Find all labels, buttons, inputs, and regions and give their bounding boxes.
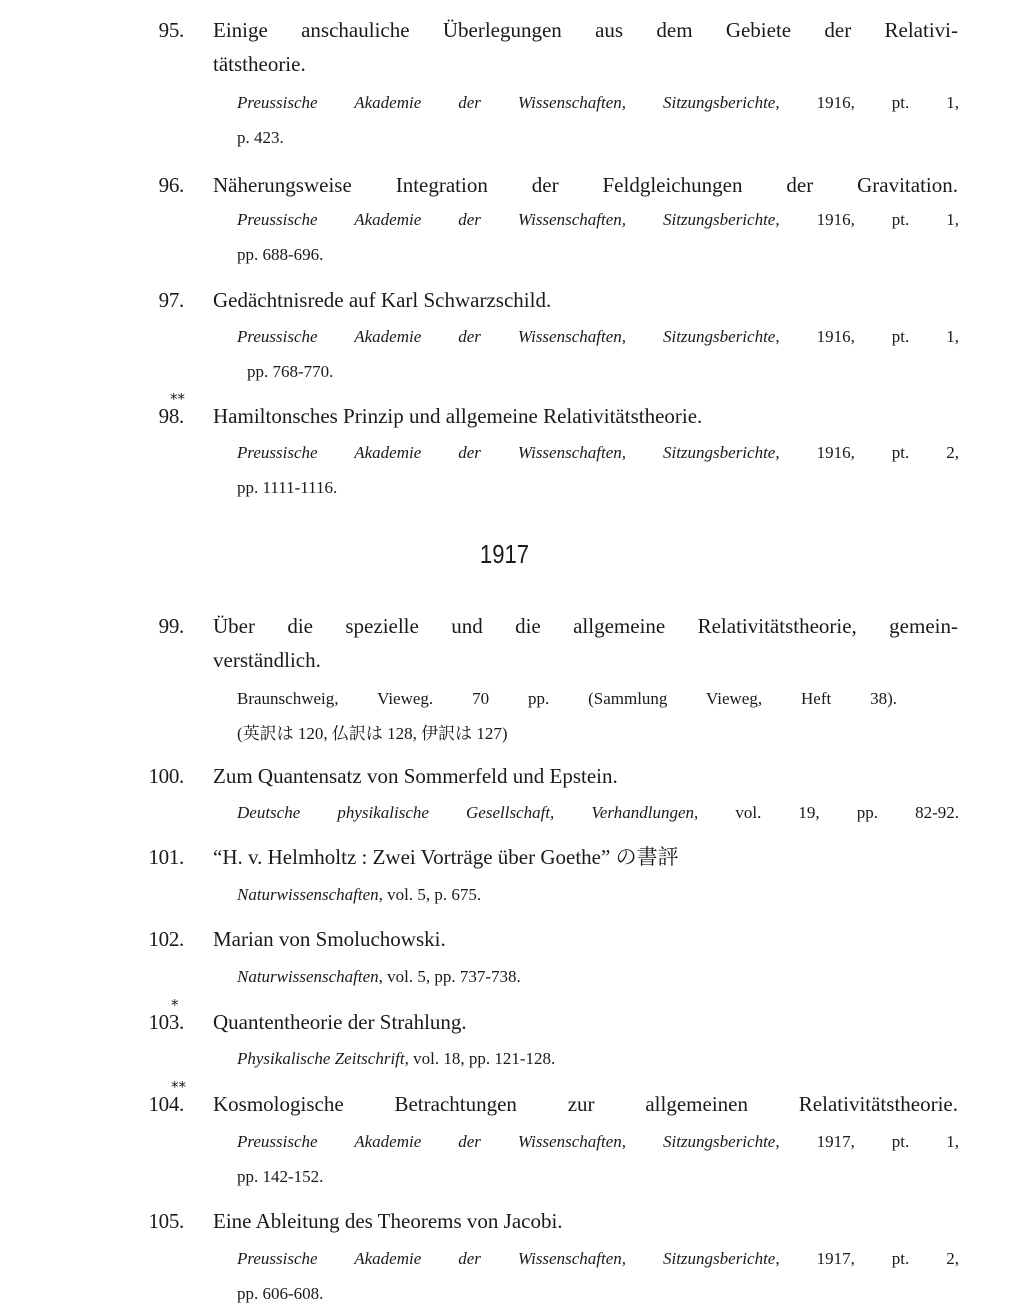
entry-number: 102. (148, 927, 184, 951)
page-range: pp. 768-770. (247, 362, 334, 381)
entry-number: 98. (158, 404, 184, 428)
journal-name: Preussische Akademie der Wissenschaften, Sitzungsberichte (237, 93, 776, 112)
journal-name: Preussische Akademie der Wissenschaften, Sitzungsberichte (237, 1249, 776, 1268)
journal-name: Preussische Akademie der Wissenschaften, Sitzungsberichte (237, 327, 776, 346)
entry-number: 100. (148, 764, 184, 788)
journal-name: Naturwissenschaften (237, 967, 379, 986)
entry-title: Quantentheorie der Strahlung. (213, 1010, 467, 1034)
journal-name: Physikalische Zeitschrift (237, 1049, 405, 1068)
journal-name: Preussische Akademie der Wissenschaften, Sitzungsberichte (237, 210, 776, 229)
entry-number: 97. (158, 288, 184, 312)
entry-number: 96. (158, 173, 184, 197)
entry-publication: Physikalische Zeitschrift, vol. 18, pp. 121-128. (237, 1049, 556, 1068)
entry-title: Kosmologische Betrachtungen zur allgemeinen Relativitätstheorie. (213, 1092, 958, 1116)
entry-publication: Preussische Akademie der Wissenschaften, Sitzungsberichte, 1916, pt. 1, p. 423. (237, 85, 959, 155)
entry-publication: Naturwissenschaften, vol. 5, pp. 737-738. (237, 967, 521, 986)
significance-mark: * (171, 996, 179, 1014)
significance-mark: ** (170, 390, 185, 408)
entry-publication: Preussische Akademie der Wissenschaften, Sitzungsberichte, 1917, pt. 1, pp. 142-152. (237, 1124, 959, 1194)
entry-title: Näherungsweise Integration der Feldgleichungen der Gravitation. (213, 173, 958, 197)
entry-title: Hamiltonsches Prinzip und allgemeine Relativitätstheorie. (213, 404, 703, 428)
page-range: pp. 688-696. (237, 245, 324, 264)
page-range: pp. 1111-1116. (237, 478, 338, 497)
page-range: pp. 606-608. (237, 1284, 324, 1303)
entry-title: Marian von Smoluchowski. (213, 927, 446, 951)
journal-name: Preussische Akademie der Wissenschaften, Sitzungsberichte (237, 1132, 776, 1151)
entry-number: 101. (148, 845, 184, 869)
entry-publication: Preussische Akademie der Wissenschaften, Sitzungsberichte, 1916, pt. 1, pp. 768-770. (237, 319, 959, 389)
entry-title: Gedächtnisrede auf Karl Schwarzschild. (213, 288, 552, 312)
entry-publication: Preussische Akademie der Wissenschaften, Sitzungsberichte, 1916, pt. 1, pp. 688-696. (237, 202, 959, 272)
entry-title: “H. v. Helmholtz : Zwei Vorträge über Goethe” の書評 (213, 845, 679, 869)
journal-name: Deutsche physikalische Gesellschaft, Verhandlungen (237, 803, 695, 822)
entry-number: 99. (158, 614, 184, 638)
entry-title: Zum Quantensatz von Sommerfeld und Epstein. (213, 764, 618, 788)
entry-number: 104. (148, 1092, 184, 1116)
entry-publication: Preussische Akademie der Wissenschaften, Sitzungsberichte, 1917, pt. 2, pp. 606-608. (237, 1241, 959, 1311)
journal-name: Naturwissenschaften (237, 885, 379, 904)
year-heading: 1917 (479, 539, 530, 569)
entry-number: 105. (148, 1209, 184, 1233)
journal-name: Preussische Akademie der Wissenschaften, Sitzungsberichte (237, 443, 776, 462)
significance-mark: ** (171, 1078, 186, 1096)
entry-number: 95. (158, 18, 184, 42)
entry-publication: Naturwissenschaften, vol. 5, p. 675. (237, 885, 482, 904)
page-range: pp. 142-152. (237, 1167, 324, 1186)
entry-publication: Braunschweig, Vieweg. 70 pp. (Sammlung Vieweg, Heft 38). (英訳は 120, 仏訳は 128, 伊訳は 127) (237, 681, 897, 751)
entry-title: Einige anschauliche Überlegungen aus dem Gebiete der Relativi- tätstheorie. (213, 18, 958, 76)
entry-title: Eine Ableitung des Theorems von Jacobi. (213, 1209, 563, 1233)
entry-title: Über die spezielle und die allgemeine Relativitätstheorie, gemein- verständlich. (213, 614, 958, 672)
translation-note: (英訳は 120, 仏訳は 128, 伊訳は 127) (237, 724, 508, 743)
entry-number: 103. (148, 1010, 184, 1034)
page-range: p. 423. (237, 128, 284, 147)
entry-publication: Deutsche physikalische Gesellschaft, Verhandlungen, vol. 19, pp. 82-92. (237, 803, 959, 822)
entry-publication: Preussische Akademie der Wissenschaften, Sitzungsberichte, 1916, pt. 2, pp. 1111-1116. (237, 435, 959, 505)
